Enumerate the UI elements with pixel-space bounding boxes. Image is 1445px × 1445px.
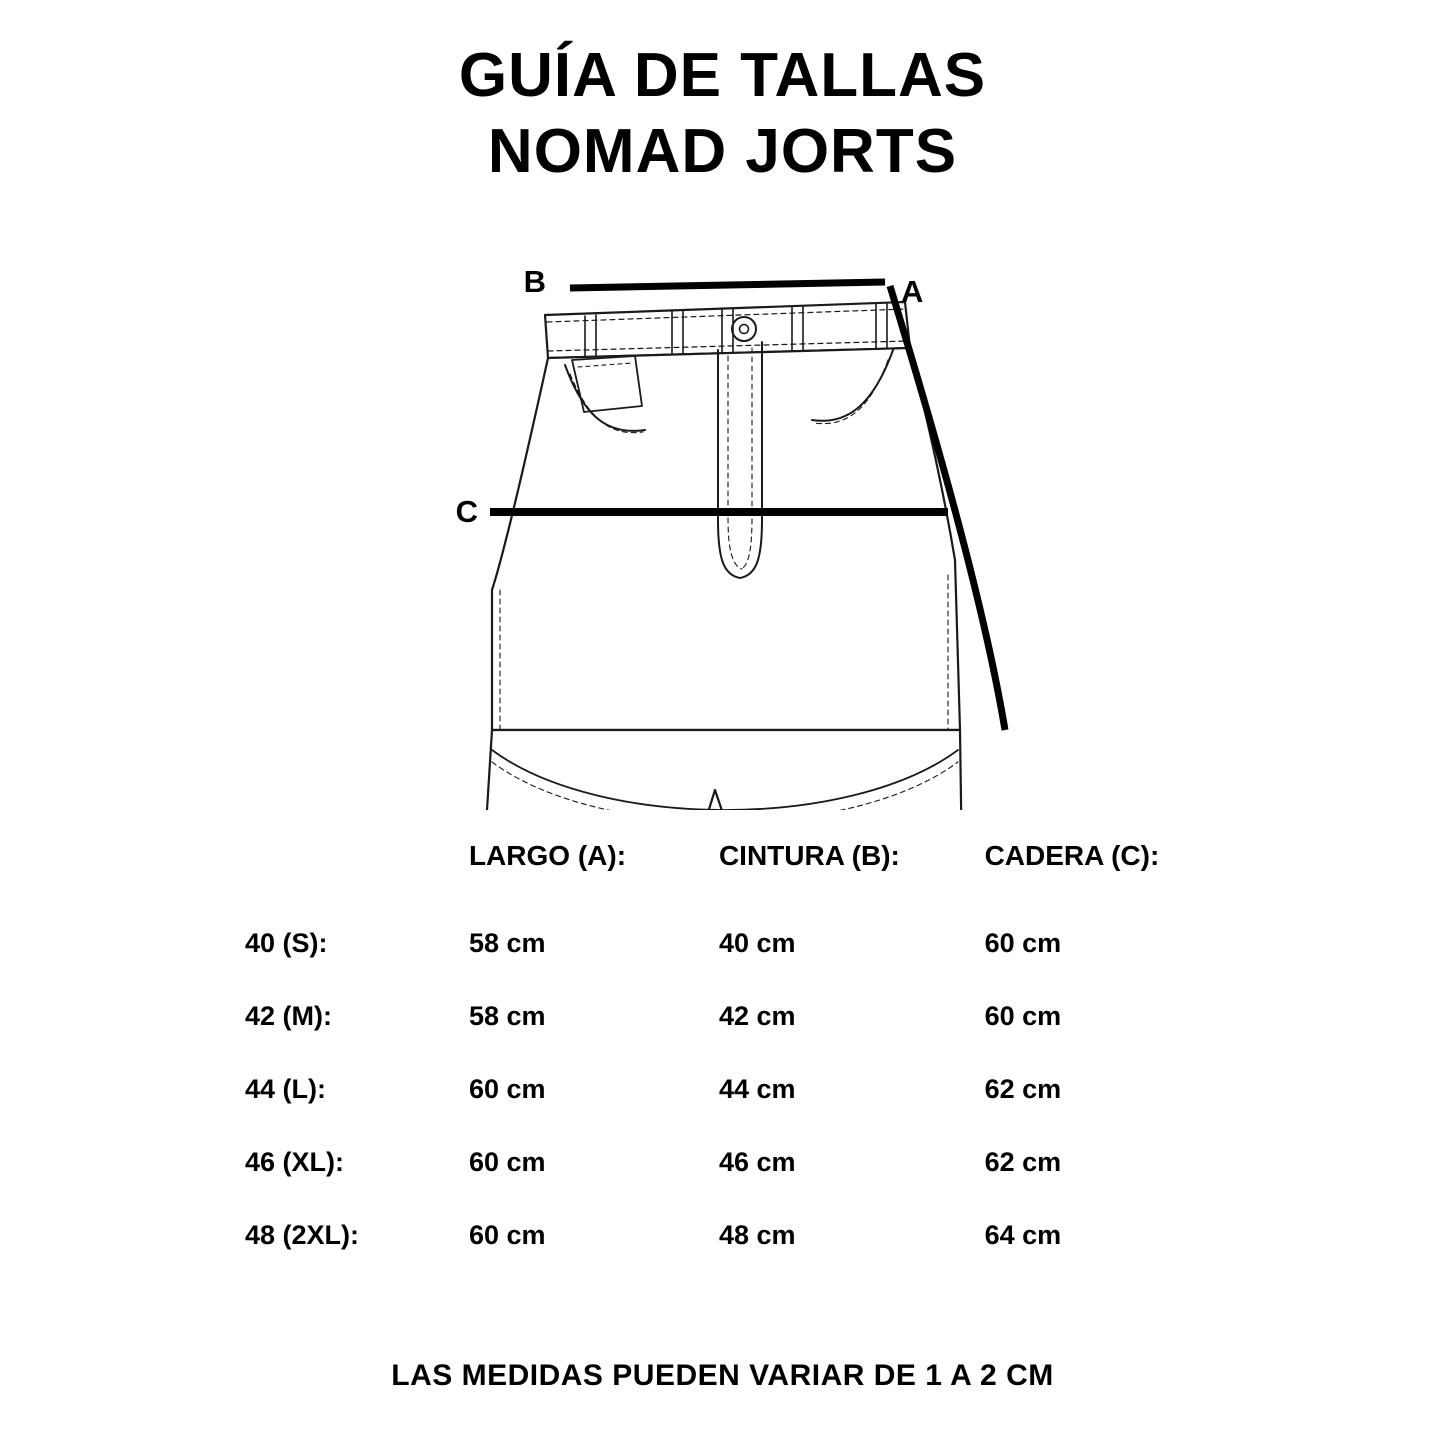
cell-size: 42 (M): xyxy=(245,1001,332,1031)
column-header-cadera: CADERA (C): xyxy=(984,840,1160,871)
cell-cadera: 64 cm xyxy=(984,1220,1062,1250)
label-b: B xyxy=(523,264,546,299)
waist-measure-line xyxy=(570,282,885,288)
cell-size: 46 (XL): xyxy=(245,1147,345,1177)
title-line-1: GUÍA DE TALLAS xyxy=(458,41,987,110)
jorts-diagram xyxy=(0,230,1445,810)
cell-cadera: 62 cm xyxy=(984,1074,1062,1104)
cell-cintura: 42 cm xyxy=(718,1001,796,1031)
cell-largo: 58 cm xyxy=(468,928,546,958)
cell-largo: 58 cm xyxy=(468,1001,546,1031)
table-row xyxy=(245,928,1245,1001)
table-body xyxy=(245,928,1245,1293)
cell-largo: 60 cm xyxy=(468,1074,546,1104)
table-header-row xyxy=(245,840,1245,928)
cell-cintura: 48 cm xyxy=(718,1220,796,1250)
size-table xyxy=(245,840,1245,1293)
cell-size: 40 (S): xyxy=(245,928,328,958)
cell-cintura: 44 cm xyxy=(718,1074,796,1104)
disclaimer-note: LAS MEDIDAS PUEDEN VARIAR DE 1 A 2 CM xyxy=(391,1359,1054,1392)
cell-cadera: 60 cm xyxy=(984,1001,1062,1031)
table-row xyxy=(245,1074,1245,1147)
page-title xyxy=(0,38,1445,189)
cell-cintura: 40 cm xyxy=(718,928,796,958)
cell-largo: 60 cm xyxy=(468,1220,546,1250)
cell-largo: 60 cm xyxy=(468,1147,546,1177)
column-header-largo: LARGO (A): xyxy=(468,840,627,871)
cell-cadera: 60 cm xyxy=(984,928,1062,958)
table-row xyxy=(245,1001,1245,1074)
label-c: C xyxy=(455,494,478,529)
column-header-size xyxy=(245,840,469,928)
table-row xyxy=(245,1220,1245,1293)
table-row xyxy=(245,1147,1245,1220)
table-header xyxy=(245,840,1245,928)
label-a: A xyxy=(901,274,924,309)
title-line-2: NOMAD JORTS xyxy=(487,116,958,186)
cell-cadera: 62 cm xyxy=(984,1147,1062,1177)
cell-size: 48 (2XL): xyxy=(245,1220,360,1250)
cell-cintura: 46 cm xyxy=(718,1147,796,1177)
column-header-cintura: CINTURA (B): xyxy=(718,840,900,871)
cell-size: 44 (L): xyxy=(245,1074,326,1104)
